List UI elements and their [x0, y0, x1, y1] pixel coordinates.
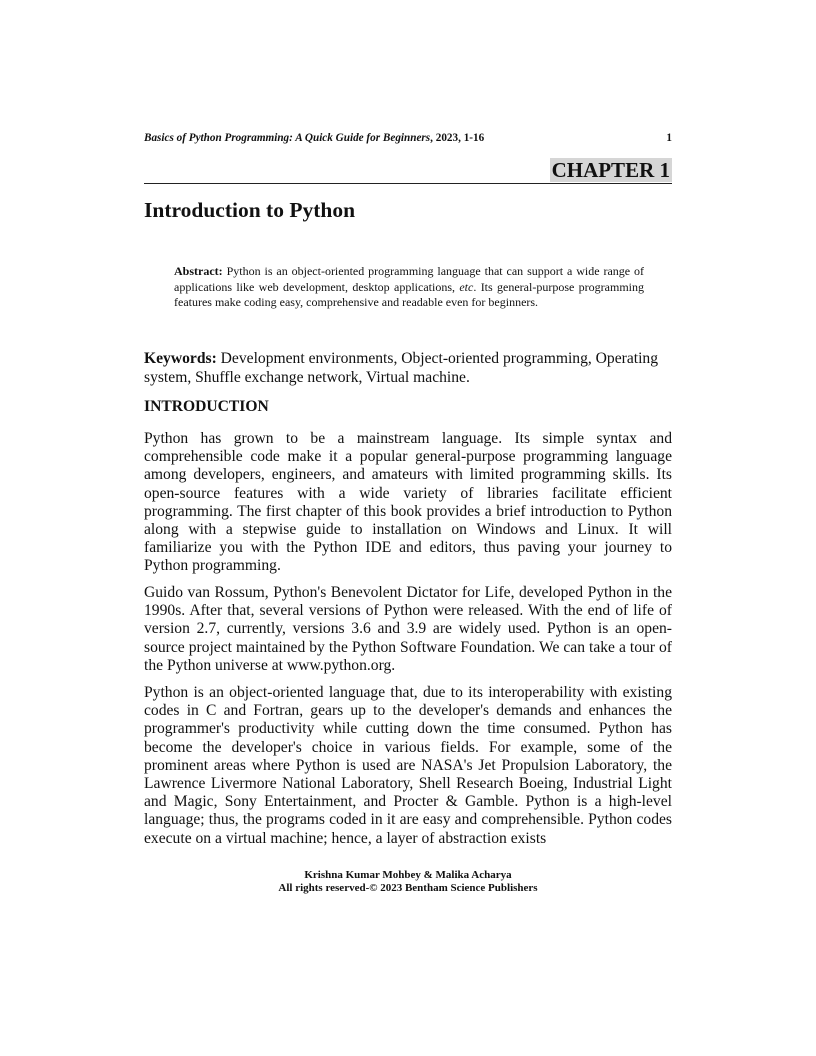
book-citation: , 2023, 1-16 [430, 132, 485, 144]
keywords [144, 349, 672, 387]
page-number: 1 [666, 132, 672, 144]
abstract [174, 264, 644, 311]
abstract-text-1: Python is an object-oriented programming language that can support a wide range of applications like web development, desktop applications, [174, 264, 644, 294]
keywords-text: Development environments, Object-oriented programming, Operating system, Shuffle exchange network, Virtual machine. [144, 350, 659, 386]
running-head [144, 132, 672, 144]
section-heading-introduction: INTRODUCTION [144, 398, 269, 415]
keywords-label: Keywords: [144, 350, 217, 367]
book-title: Basics of Python Programming: A Quick Guide for Beginners [144, 132, 431, 144]
body-paragraph-2: Guido van Rossum, Python's Benevolent Dictator for Life, developed Python in the 1990s. After that, several versions of Python were released. With the end of life of version 2.7, currently, versions 3.6 and 3.9 are widely used. Python is an open-source project maintained by the Python Software Foundation. We can take a tour of the Python universe at www.python.org. [144, 584, 672, 674]
abstract-label: Abstract: [174, 264, 223, 278]
body-paragraph-1: Python has grown to be a mainstream language. Its simple syntax and comprehensible code make it a popular general-purpose programming language among developers, engineers, and amateurs with limited programming skills. Its open-source features with a wide variety of libraries facilitate efficient programming. The first chapter of this book provides a brief introduction to Python along with a stepwise guide to installation on Windows and Linux. It will familiarize you with the Python IDE and editors, thus paving your journey to Python programming. [144, 430, 672, 575]
body-paragraph-3: Python is an object-oriented language that, due to its interoperability with existing codes in C and Fortran, gears up to the developer's demands and enhances the programmer's productivity while cutting down the time consumed. Python has become the developer's choice in various fields. For example, some of the prominent areas where Python is used are NASA's Jet Propulsion Laboratory, the Lawrence Livermore National Laboratory, Shell Research Boeing, Industrial Light and Magic, Sony Entertainment, and Procter & Gamble. Python is a high-level language; thus, the programs coded in it are easy and comprehensible. Python codes execute on a virtual machine; hence, a layer of abstraction exists [144, 684, 672, 847]
footer-authors: Krishna Kumar Mohbey & Malika Acharya [304, 869, 512, 881]
footer-copyright: All rights reserved-© 2023 Bentham Science Publishers [278, 882, 538, 894]
chapter-title: Introduction to Python [144, 198, 356, 222]
page-footer [144, 869, 672, 895]
abstract-text-2: . Its general-purpose programming features make coding easy, comprehensive and readable even for beginners. [174, 279, 644, 309]
chapter-header [144, 158, 672, 184]
abstract-etc: etc [459, 279, 474, 294]
chapter-label: CHAPTER 1 [551, 158, 670, 182]
